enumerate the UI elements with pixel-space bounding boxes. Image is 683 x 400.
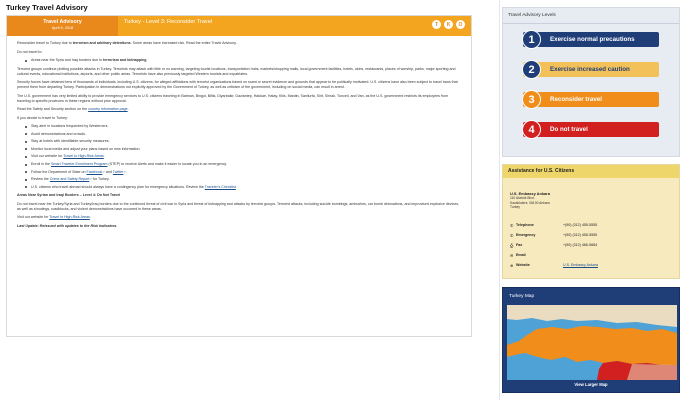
level-2-label: Exercise increased caution <box>550 66 630 73</box>
border-areas-paragraph: Do not travel near the Turkey/Syria and Turkey/Iraq borders due to the continued threat of civil war in Syria and threat of kidnapping and attacks by terrorist groups. Terrorist attacks, including suicide bombings, ambushes, car bomb detonations, and improvised explosive devices, as well as shootings, roadblocks, and violent demonstrations have occurred in these areas. <box>17 201 459 211</box>
website-icon: ⊕ <box>510 263 514 268</box>
advisory-body <box>7 36 471 229</box>
travel-tips-list <box>17 124 461 190</box>
fax-icon: ⎙ <box>510 243 514 248</box>
contact-emergency-row: ✆ Emergency +(90) (312) 455-5555 <box>510 233 598 238</box>
level-2-row[interactable] <box>523 62 659 77</box>
level-1-row[interactable] <box>523 32 659 47</box>
turkey-map-card <box>502 287 680 393</box>
emergency-icon: ✆ <box>510 233 514 238</box>
advisory-panel <box>6 15 472 337</box>
crime-safety-report-link[interactable]: Crime and Safety Report <box>49 177 90 182</box>
level-1-label: Exercise normal precautions <box>550 36 635 43</box>
if-you-travel-intro: If you decide to travel to Turkey: <box>17 115 68 120</box>
travelers-checklist-link[interactable]: Traveler's Checklist <box>204 184 236 189</box>
twitter-link[interactable]: Twitter <box>112 169 124 174</box>
contact-website-row: ⊕ Website U.S. Embassy Ankara <box>510 263 598 268</box>
external-link-icon: ↗ <box>102 169 105 174</box>
divider <box>503 23 679 24</box>
high-risk-areas-link-2[interactable]: Travel to High-Risk Areas <box>49 215 90 220</box>
detention-paragraph: Security forces have detained tens of thousands of individuals, including U.S. citizens, for alleged affiliations with terrorist organizations based on scant or secret evidence and grounds that appear to be politically motivated. U.S. citizens have also been subject to travel bans that prevent them from departing Turkey. Participation in demonstrations not explicitly approved by the Government of Turkey, as well as criticism of the government, including on social media, can result in arrest. <box>17 80 458 89</box>
advisory-summary: Reconsider travel to Turkey due to terrorism and arbitrary detentions. Some areas have increased risk. Read the entire Travel Advisory. <box>17 41 237 45</box>
high-risk-areas-link[interactable]: Travel to High-Risk Areas <box>63 154 104 159</box>
emergency-services-paragraph: The U.S. government has very limited ability to provide emergency services to U.S. citizens traveling in Batman, Bingol, Bitlis, Diyarbakir, Gaziantep, Hakkari, Hatay, Kilis, Mardin, Sanliurfa, Siirt, Sirnak, Tunceli, and Van, as the U.S. government restricts its employees from traveling to specific provinces in these regions without prior approval. <box>17 93 449 103</box>
level-1-badge: 1 <box>522 30 541 49</box>
contact-fax-row: ⎙ Fax +(90) (312) 466-5684 <box>510 243 598 248</box>
list-item: Enroll in the Smart Traveler Enrollment Program (STEP) to receive Alerts and make it easier to locate you in an emergency. <box>17 162 461 167</box>
view-larger-map-link[interactable]: View Larger Map <box>574 382 608 387</box>
external-link-icon: ↗ <box>89 177 92 182</box>
map-title: Turkey Map <box>509 294 535 299</box>
do-not-travel-list <box>17 58 461 63</box>
list-item: Stay at hotels with identifiable security measures. <box>17 139 461 144</box>
level-4-row[interactable] <box>523 122 659 137</box>
list-item: Review the Crime and Safety Report↗ for Turkey. <box>17 177 461 182</box>
southern-land <box>627 364 677 380</box>
list-item: Monitor local media and adjust your plans based on new information. <box>17 147 461 152</box>
embassy-name: U.S. Embassy Ankara <box>510 191 550 196</box>
page-title: Turkey Travel Advisory <box>6 3 88 12</box>
embassy-website-link[interactable]: U.S. Embassy Ankara <box>563 263 598 267</box>
list-item: Stay alert in locations frequented by Westerners. <box>17 124 461 129</box>
share-facebook-icon[interactable]: K <box>444 20 453 29</box>
contact-email-row: ✉ Email <box>510 253 526 258</box>
level-3-badge: 3 <box>522 90 541 109</box>
list-item: Follow the Department of State on Facebook↗ and Twitter↗. <box>17 170 461 175</box>
level-2-badge: 2 <box>522 60 541 79</box>
step-link[interactable]: Smart Traveler Enrollment Program <box>50 161 108 166</box>
safety-section-paragraph: Read the Safety and Security section on the country information page. <box>17 107 129 111</box>
facebook-link[interactable]: Facebook <box>86 169 103 174</box>
level-3-row[interactable] <box>523 92 659 107</box>
last-update-note: Last Update: Reissued with updates to the Risk Indicators. <box>17 223 118 228</box>
list-item: Avoid demonstrations and crowds. <box>17 132 461 137</box>
list-item: U.S. citizens who travel abroad should always have a contingency plan for emergency situations. Review the Traveler's Checklist. <box>17 185 461 190</box>
country-info-link[interactable]: country information page <box>88 107 128 111</box>
border-areas-heading: Areas Near Syrian and Iraqi Borders – Level 4: Do Not Travel <box>17 193 121 198</box>
advisory-date-cell <box>7 16 118 36</box>
list-item: Areas near the Syria and Iraq borders due to terrorism and kidnapping <box>17 58 461 63</box>
advisory-level-text: Turkey - Level 3: Reconsider Travel <box>124 19 213 25</box>
advisory-header <box>7 16 471 36</box>
turkey-map[interactable] <box>507 305 677 380</box>
share-twitter-icon[interactable]: T <box>432 20 441 29</box>
list-item: Visit our website for Travel to High-Risk Areas. <box>17 154 461 159</box>
high-risk-visit-paragraph: Visit our website for Travel to High-Risk Areas. <box>17 215 91 220</box>
contact-telephone-row: ✆ Telephone +(90) (312) 455-5555 <box>510 223 598 228</box>
do-not-travel-intro: Do not travel to: <box>17 49 43 54</box>
embassy-address: 110 Atatürk Blvd. Kavaklıdere, 06100 Ankara Turkey <box>510 196 550 210</box>
advisory-level-bar <box>118 16 471 36</box>
map-graphic <box>507 305 677 380</box>
email-icon: ✉ <box>510 253 514 258</box>
assistance-title: Assistance for U.S. Citizens <box>503 165 679 178</box>
share-email-icon[interactable]: O <box>456 20 465 29</box>
assistance-card <box>502 164 680 279</box>
advisory-title-label: Travel Advisory <box>43 19 82 25</box>
external-link-icon: ↗ <box>123 169 126 174</box>
terrorism-paragraph: Terrorist groups continue plotting possible attacks in Turkey. Terrorists may attack with little or no warning, targeting tourist locations, transportation hubs, markets/shopping malls, local government facilities, hotels, clubs, restaurants, places of worship, parks, major sporting and cultural events, educational institutions, airports, and other public areas. Terrorists have also previously targeted Western tourists and expatriates. <box>17 66 456 76</box>
share-icons <box>432 20 465 29</box>
phone-icon: ✆ <box>510 223 514 228</box>
advisory-date: April 9, 2018 <box>51 26 74 30</box>
level-4-badge: 4 <box>522 120 541 139</box>
advisory-levels-card <box>502 7 680 157</box>
level-4-label: Do not travel <box>550 126 588 133</box>
level-3-label: Reconsider travel <box>550 96 602 103</box>
levels-title: Travel Advisory Levels <box>508 13 556 18</box>
